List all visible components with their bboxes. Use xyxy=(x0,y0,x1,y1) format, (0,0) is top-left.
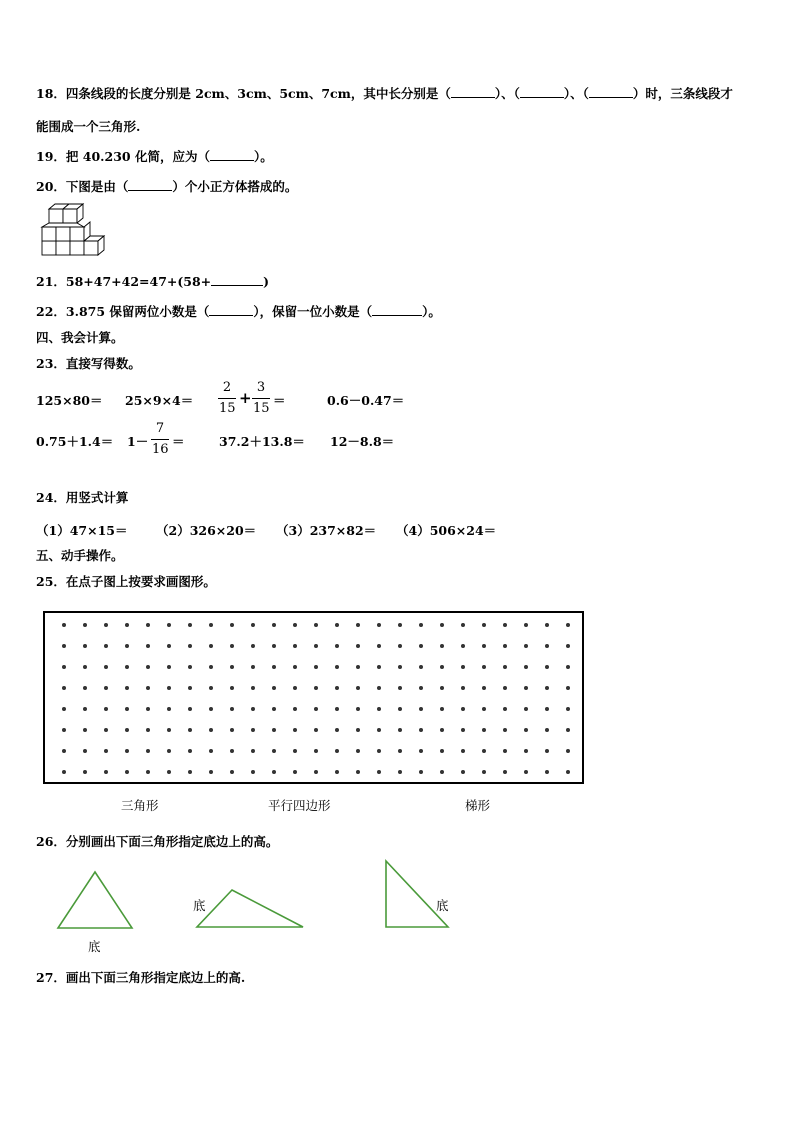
grid-dot[interactable] xyxy=(272,728,276,732)
grid-dot[interactable] xyxy=(566,644,570,648)
grid-dot[interactable] xyxy=(146,707,150,711)
grid-dot[interactable] xyxy=(482,749,486,753)
grid-dot[interactable] xyxy=(272,686,276,690)
grid-dot[interactable] xyxy=(566,665,570,669)
grid-dot[interactable] xyxy=(167,644,171,648)
grid-dot[interactable] xyxy=(146,770,150,774)
grid-dot[interactable] xyxy=(83,686,87,690)
q23-r2-frac-den: 16 xyxy=(152,442,169,457)
grid-dot[interactable] xyxy=(461,623,465,627)
grid-dot[interactable] xyxy=(62,665,66,669)
grid-dot[interactable] xyxy=(356,623,360,627)
grid-dot[interactable] xyxy=(272,707,276,711)
grid-dot[interactable] xyxy=(440,728,444,732)
grid-dot[interactable] xyxy=(83,644,87,648)
grid-dot[interactable] xyxy=(293,623,297,627)
grid-dot[interactable] xyxy=(167,623,171,627)
grid-dot[interactable] xyxy=(377,686,381,690)
grid-dot[interactable] xyxy=(503,749,507,753)
grid-dot[interactable] xyxy=(62,644,66,648)
q20: 20．下图是由（ ）个小正方体搭成的。 xyxy=(36,179,298,194)
grid-dot[interactable] xyxy=(230,623,234,627)
q24-item-3: （3）237×82＝ xyxy=(276,523,377,538)
grid-dot[interactable] xyxy=(125,707,129,711)
triangle-3-base-label: 底 xyxy=(436,898,449,913)
grid-dot[interactable] xyxy=(524,686,528,690)
grid-dot[interactable] xyxy=(503,770,507,774)
grid-dot[interactable] xyxy=(314,665,318,669)
triangle-1-base-label: 底 xyxy=(88,939,101,954)
grid-dot[interactable] xyxy=(419,770,423,774)
grid-dot[interactable] xyxy=(356,770,360,774)
grid-dot[interactable] xyxy=(566,686,570,690)
grid-dot[interactable] xyxy=(125,644,129,648)
grid-dot[interactable] xyxy=(335,665,339,669)
grid-dot[interactable] xyxy=(125,728,129,732)
grid-dot[interactable] xyxy=(335,770,339,774)
grid-dot[interactable] xyxy=(356,728,360,732)
grid-dot[interactable] xyxy=(419,728,423,732)
grid-dot[interactable] xyxy=(230,686,234,690)
grid-dot[interactable] xyxy=(251,770,255,774)
grid-dot[interactable] xyxy=(272,749,276,753)
q23-r1-frac2-num: 3 xyxy=(256,380,266,395)
section-4-heading: 四、我会计算。 xyxy=(36,330,124,345)
grid-dot[interactable] xyxy=(524,728,528,732)
grid-dot[interactable] xyxy=(293,707,297,711)
grid-dot[interactable] xyxy=(419,707,423,711)
grid-dot[interactable] xyxy=(188,686,192,690)
grid-dot[interactable] xyxy=(125,665,129,669)
grid-dot[interactable] xyxy=(188,623,192,627)
grid-dot[interactable] xyxy=(461,728,465,732)
grid-dot[interactable] xyxy=(272,644,276,648)
q23-r1-frac1-den: 15 xyxy=(219,401,236,416)
grid-dot[interactable] xyxy=(545,728,549,732)
grid-dot[interactable] xyxy=(209,728,213,732)
grid-dot[interactable] xyxy=(209,749,213,753)
grid-dot[interactable] xyxy=(545,749,549,753)
grid-dot[interactable] xyxy=(104,644,108,648)
grid-dot[interactable] xyxy=(104,770,108,774)
grid-dot[interactable] xyxy=(188,665,192,669)
grid-dot[interactable] xyxy=(398,728,402,732)
grid-dot[interactable] xyxy=(335,644,339,648)
grid-dot[interactable] xyxy=(293,770,297,774)
grid-dot[interactable] xyxy=(461,665,465,669)
grid-dot[interactable] xyxy=(314,623,318,627)
grid-dot[interactable] xyxy=(335,707,339,711)
q23-r1-d: 0.6－0.47＝ xyxy=(327,393,405,408)
grid-dot[interactable] xyxy=(230,770,234,774)
grid-dot[interactable] xyxy=(566,728,570,732)
grid-dot[interactable] xyxy=(62,707,66,711)
grid-dot[interactable] xyxy=(209,623,213,627)
q22-blank-2[interactable] xyxy=(372,303,422,316)
q23-r2-a: 0.75＋1.4＝ xyxy=(36,434,114,449)
grid-dot[interactable] xyxy=(104,749,108,753)
q23-title: 23．直接写得数。 xyxy=(36,356,141,371)
grid-dot[interactable] xyxy=(398,749,402,753)
grid-dot[interactable] xyxy=(419,749,423,753)
grid-dot[interactable] xyxy=(377,749,381,753)
dot-grid-label-trapezoid: 梯形 xyxy=(465,798,491,813)
grid-dot[interactable] xyxy=(377,770,381,774)
q23-r1-b: 25×9×4＝ xyxy=(125,393,194,408)
grid-dot[interactable] xyxy=(251,707,255,711)
grid-dot[interactable] xyxy=(167,728,171,732)
grid-dot[interactable] xyxy=(398,707,402,711)
grid-dot[interactable] xyxy=(524,644,528,648)
q23-r1-frac1-bar xyxy=(218,398,236,399)
grid-dot[interactable] xyxy=(524,623,528,627)
grid-dot[interactable] xyxy=(335,728,339,732)
grid-dot[interactable] xyxy=(440,665,444,669)
q23-r1-frac1-num: 2 xyxy=(222,380,232,395)
grid-dot[interactable] xyxy=(146,728,150,732)
grid-dot[interactable] xyxy=(398,644,402,648)
grid-dot[interactable] xyxy=(314,770,318,774)
grid-dot[interactable] xyxy=(272,770,276,774)
grid-dot[interactable] xyxy=(209,665,213,669)
grid-dot[interactable] xyxy=(188,770,192,774)
grid-dot[interactable] xyxy=(251,686,255,690)
grid-dot[interactable] xyxy=(377,644,381,648)
grid-dot[interactable] xyxy=(503,623,507,627)
dot-grid[interactable] xyxy=(43,611,584,784)
grid-dot[interactable] xyxy=(377,707,381,711)
q18-blank-2[interactable] xyxy=(520,85,564,98)
grid-dot[interactable] xyxy=(314,749,318,753)
grid-dot[interactable] xyxy=(230,665,234,669)
grid-dot[interactable] xyxy=(440,644,444,648)
grid-dot[interactable] xyxy=(251,749,255,753)
q24-title: 24．用竖式计算 xyxy=(36,490,129,505)
grid-dot[interactable] xyxy=(83,749,87,753)
grid-dot[interactable] xyxy=(440,707,444,711)
grid-dot[interactable] xyxy=(188,644,192,648)
grid-dot[interactable] xyxy=(356,707,360,711)
grid-dot[interactable] xyxy=(440,686,444,690)
q19-blank[interactable] xyxy=(210,148,254,161)
grid-dot[interactable] xyxy=(272,623,276,627)
q26-title: 26．分别画出下面三角形指定底边上的高。 xyxy=(36,834,279,849)
grid-dot[interactable] xyxy=(482,707,486,711)
grid-dot[interactable] xyxy=(356,749,360,753)
grid-dot[interactable] xyxy=(419,644,423,648)
grid-dot[interactable] xyxy=(461,770,465,774)
grid-dot[interactable] xyxy=(62,686,66,690)
grid-dot[interactable] xyxy=(146,623,150,627)
grid-dot[interactable] xyxy=(377,728,381,732)
grid-dot[interactable] xyxy=(62,770,66,774)
q18-line2: 能围成一个三角形. xyxy=(36,119,141,134)
grid-dot[interactable] xyxy=(83,665,87,669)
triangle-2[interactable] xyxy=(195,887,305,929)
grid-dot[interactable] xyxy=(314,728,318,732)
grid-dot[interactable] xyxy=(440,749,444,753)
q23-r2-eq: ＝ xyxy=(172,434,185,449)
triangle-1[interactable] xyxy=(55,870,135,930)
q24-item-2: （2）326×20＝ xyxy=(156,523,257,538)
grid-dot[interactable] xyxy=(482,644,486,648)
grid-dot[interactable] xyxy=(314,686,318,690)
grid-dot[interactable] xyxy=(419,686,423,690)
grid-dot[interactable] xyxy=(398,686,402,690)
grid-dot[interactable] xyxy=(503,707,507,711)
grid-dot[interactable] xyxy=(461,749,465,753)
grid-dot[interactable] xyxy=(209,707,213,711)
grid-dot[interactable] xyxy=(146,644,150,648)
grid-dot[interactable] xyxy=(293,665,297,669)
grid-dot[interactable] xyxy=(482,686,486,690)
grid-dot[interactable] xyxy=(419,623,423,627)
q22: 22．3.875 保留两位小数是（ ），保留一位小数是（ ）。 xyxy=(36,304,441,319)
q22-blank-1[interactable] xyxy=(209,303,253,316)
grid-dot[interactable] xyxy=(62,728,66,732)
q23-r2-one: 1－ xyxy=(127,434,149,449)
grid-dot[interactable] xyxy=(461,644,465,648)
grid-dot[interactable] xyxy=(293,644,297,648)
grid-dot[interactable] xyxy=(188,728,192,732)
q23-r1-eq: ＝ xyxy=(273,393,286,408)
q23-r1-frac2-den: 15 xyxy=(253,401,270,416)
grid-dot[interactable] xyxy=(62,749,66,753)
grid-dot[interactable] xyxy=(524,665,528,669)
grid-dot[interactable] xyxy=(440,623,444,627)
grid-dot[interactable] xyxy=(398,770,402,774)
grid-dot[interactable] xyxy=(167,707,171,711)
grid-dot[interactable] xyxy=(146,665,150,669)
q21-blank[interactable] xyxy=(211,273,263,286)
grid-dot[interactable] xyxy=(335,686,339,690)
grid-dot[interactable] xyxy=(335,749,339,753)
grid-dot[interactable] xyxy=(104,728,108,732)
grid-dot[interactable] xyxy=(293,749,297,753)
grid-dot[interactable] xyxy=(503,644,507,648)
grid-dot[interactable] xyxy=(104,665,108,669)
grid-dot[interactable] xyxy=(482,623,486,627)
triangle-2-base-label: 底 xyxy=(193,898,206,913)
grid-dot[interactable] xyxy=(524,770,528,774)
grid-dot[interactable] xyxy=(125,623,129,627)
grid-dot[interactable] xyxy=(209,686,213,690)
q18-line1: 18．四条线段的长度分别是 2cm、3cm、5cm、7cm，其中长分别是（ ）、（ ）、（ ）时，三条线段才 xyxy=(36,86,733,101)
q27-title: 27．画出下面三角形指定底边上的高. xyxy=(36,970,246,985)
grid-dot[interactable] xyxy=(188,749,192,753)
grid-dot[interactable] xyxy=(440,770,444,774)
grid-dot[interactable] xyxy=(188,707,192,711)
grid-dot[interactable] xyxy=(545,644,549,648)
grid-dot[interactable] xyxy=(230,728,234,732)
grid-dot[interactable] xyxy=(398,665,402,669)
grid-dot[interactable] xyxy=(167,749,171,753)
grid-dot[interactable] xyxy=(104,623,108,627)
q18-blank-3[interactable] xyxy=(589,85,633,98)
grid-dot[interactable] xyxy=(251,623,255,627)
section-5-heading: 五、动手操作。 xyxy=(36,548,124,563)
grid-dot[interactable] xyxy=(545,665,549,669)
grid-dot[interactable] xyxy=(62,623,66,627)
grid-dot[interactable] xyxy=(314,644,318,648)
grid-dot[interactable] xyxy=(503,665,507,669)
q19: 19．把 40.230 化简，应为（ ）。 xyxy=(36,149,273,164)
q23-r1-a: 125×80＝ xyxy=(36,393,103,408)
grid-dot[interactable] xyxy=(377,665,381,669)
grid-dot[interactable] xyxy=(251,644,255,648)
grid-dot[interactable] xyxy=(293,728,297,732)
grid-dot[interactable] xyxy=(125,770,129,774)
grid-dot[interactable] xyxy=(356,686,360,690)
q18-blank-1[interactable] xyxy=(451,85,495,98)
grid-dot[interactable] xyxy=(251,665,255,669)
grid-dot[interactable] xyxy=(419,665,423,669)
grid-dot[interactable] xyxy=(482,665,486,669)
grid-dot[interactable] xyxy=(230,707,234,711)
grid-dot[interactable] xyxy=(125,749,129,753)
grid-dot[interactable] xyxy=(83,728,87,732)
grid-dot[interactable] xyxy=(125,686,129,690)
grid-dot[interactable] xyxy=(104,707,108,711)
cube-stack-figure xyxy=(40,203,110,261)
grid-dot[interactable] xyxy=(377,623,381,627)
grid-dot[interactable] xyxy=(335,623,339,627)
grid-dot[interactable] xyxy=(545,707,549,711)
q20-blank[interactable] xyxy=(128,178,172,191)
grid-dot[interactable] xyxy=(566,623,570,627)
triangle-3[interactable] xyxy=(383,859,451,929)
q23-r2-frac-bar xyxy=(151,439,169,440)
grid-dot[interactable] xyxy=(293,686,297,690)
grid-dot[interactable] xyxy=(461,707,465,711)
grid-dot[interactable] xyxy=(104,686,108,690)
grid-dot[interactable] xyxy=(251,728,255,732)
grid-dot[interactable] xyxy=(146,749,150,753)
grid-dot[interactable] xyxy=(398,623,402,627)
q21: 21．58+47+42=47+(58+ ) xyxy=(36,274,270,289)
grid-dot[interactable] xyxy=(461,686,465,690)
grid-dot[interactable] xyxy=(146,686,150,690)
grid-dot[interactable] xyxy=(545,623,549,627)
grid-dot[interactable] xyxy=(566,749,570,753)
grid-dot[interactable] xyxy=(482,770,486,774)
q23-r2-d: 12－8.8＝ xyxy=(330,434,395,449)
q24-item-4: （4）506×24＝ xyxy=(396,523,497,538)
grid-dot[interactable] xyxy=(356,644,360,648)
grid-dot[interactable] xyxy=(83,623,87,627)
dot-grid-label-parallelogram: 平行四边形 xyxy=(268,798,331,813)
grid-dot[interactable] xyxy=(545,686,549,690)
grid-dot[interactable] xyxy=(314,707,318,711)
grid-dot[interactable] xyxy=(83,770,87,774)
grid-dot[interactable] xyxy=(167,665,171,669)
grid-dot[interactable] xyxy=(566,707,570,711)
grid-dot[interactable] xyxy=(167,686,171,690)
grid-dot[interactable] xyxy=(167,770,171,774)
grid-dot[interactable] xyxy=(566,770,570,774)
grid-dot[interactable] xyxy=(230,749,234,753)
q23-r2-frac-num: 7 xyxy=(155,421,165,436)
q24-item-1: （1）47×15＝ xyxy=(36,523,128,538)
dot-grid-label-triangle: 三角形 xyxy=(121,798,159,813)
q23-r1-frac2-bar xyxy=(252,398,270,399)
q23-r1-plus: + xyxy=(239,389,252,407)
q23-r2-c: 37.2＋13.8＝ xyxy=(219,434,305,449)
grid-dot[interactable] xyxy=(545,770,549,774)
grid-dot[interactable] xyxy=(524,749,528,753)
grid-dot[interactable] xyxy=(503,686,507,690)
grid-dot[interactable] xyxy=(209,644,213,648)
grid-dot[interactable] xyxy=(83,707,87,711)
grid-dot[interactable] xyxy=(503,728,507,732)
grid-dot[interactable] xyxy=(524,707,528,711)
grid-dot[interactable] xyxy=(482,728,486,732)
grid-dot[interactable] xyxy=(230,644,234,648)
grid-dot[interactable] xyxy=(209,770,213,774)
q25-title: 25．在点子图上按要求画图形。 xyxy=(36,574,216,589)
grid-dot[interactable] xyxy=(272,665,276,669)
grid-dot[interactable] xyxy=(356,665,360,669)
